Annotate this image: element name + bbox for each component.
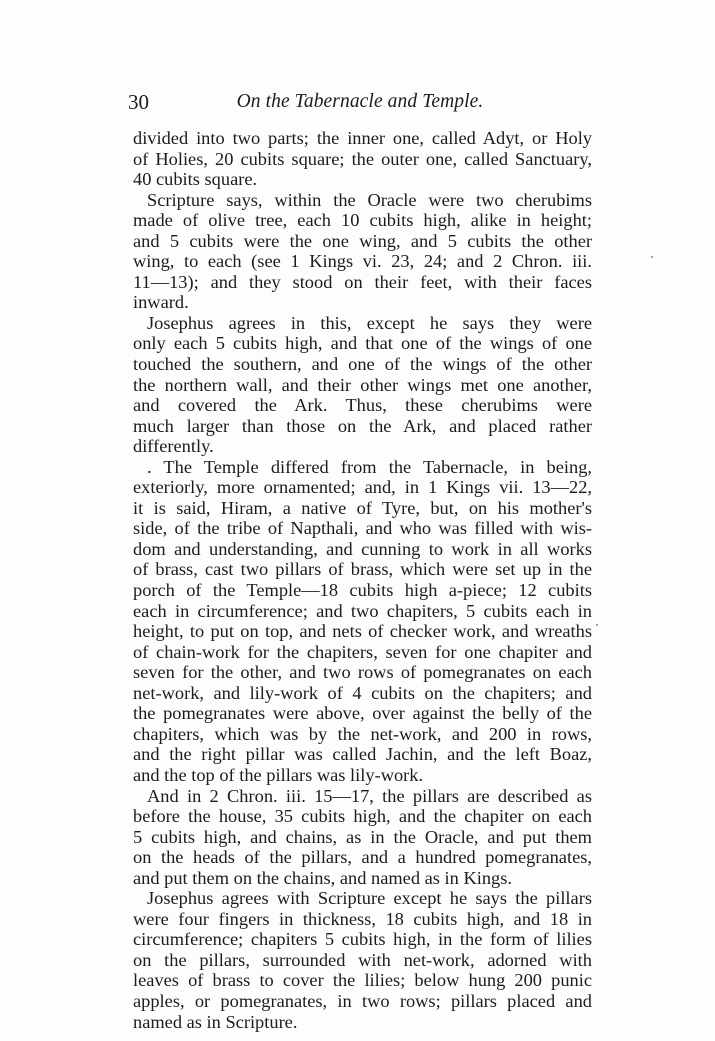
text-line: porch of the Temple—18 cubits high a-piece; 12 cubits	[133, 580, 592, 601]
text-line: the northern wall, and their other wings met one another,	[133, 374, 592, 395]
text-line: inward.	[133, 292, 189, 313]
text-line: named as in Scripture.	[133, 1011, 298, 1032]
paragraph	[133, 786, 592, 889]
text-line: seven for the other, and two rows of pomegranates on each	[133, 662, 592, 683]
text-line: . The Temple differed from the Tabernacle, in being,	[147, 456, 592, 477]
text-line: before the house, 35 cubits high, and the chapiter on each	[133, 806, 592, 827]
text-line: side, of the tribe of Napthali, and who was filled with wis-	[133, 518, 592, 539]
text-line: and covered the Ark. Thus, these cherubims were	[133, 395, 592, 416]
text-line: on the heads of the pillars, and a hundred pomegranates,	[133, 847, 592, 868]
text-line: Josephus agrees in this, except he says they were	[147, 312, 592, 333]
paragraph	[133, 190, 592, 313]
text-line: And in 2 Chron. iii. 15—17, the pillars are described as	[147, 785, 592, 806]
text-line: leaves of brass to cover the lilies; below hung 200 punic	[133, 970, 592, 991]
text-line: height, to put on top, and nets of checker work, and wreaths	[133, 621, 592, 642]
text-line: on the pillars, surrounded with net-work, adorned with	[133, 949, 592, 970]
text-line: each in circumference; and two chapiters, 5 cubits each in	[133, 600, 592, 621]
text-line: and put them on the chains, and named as in Kings.	[133, 867, 512, 888]
paragraph	[133, 128, 592, 190]
text-line: chapiters, which was by the net-work, and 200 in rows,	[133, 723, 592, 744]
text-line: apples, or pomegranates, in two rows; pillars placed and	[133, 990, 592, 1011]
page-header	[128, 90, 592, 120]
text-line: only each 5 cubits high, and that one of the wings of one	[133, 333, 592, 354]
text-line: 5 cubits high, and chains, as in the Oracle, and put them	[133, 826, 592, 847]
text-line: divided into two parts; the inner one, called Adyt, or Holy	[133, 128, 592, 148]
text-line: 11—13); and they stood on their feet, with their faces	[133, 271, 592, 292]
paragraph	[133, 888, 592, 1032]
text-line: 40 cubits square.	[133, 169, 258, 190]
paragraph	[133, 313, 592, 457]
text-line: Scripture says, within the Oracle were two cherubims	[147, 189, 592, 210]
stray-mark	[651, 256, 653, 258]
text-line: much larger than those on the Ark, and placed rather	[133, 415, 592, 436]
body-text	[133, 128, 592, 1032]
text-line: exteriorly, more ornamented; and, in 1 Kings vii. 13—22,	[133, 477, 592, 498]
page-number: 30	[128, 90, 149, 114]
text-line: wing, to each (see 1 Kings vi. 23, 24; and 2 Chron. iii.	[133, 251, 592, 272]
text-line: of Holies, 20 cubits square; the outer one, called Sanctuary,	[133, 148, 592, 169]
text-line: it is said, Hiram, a native of Tyre, but, on his mother's	[133, 497, 592, 518]
text-line: Josephus agrees with Scripture except he says the pillars	[147, 888, 592, 909]
text-line: and 5 cubits were the one wing, and 5 cubits the other	[133, 230, 592, 251]
text-line: of brass, cast two pillars of brass, which were set up in the	[133, 559, 592, 580]
paragraph	[133, 457, 592, 786]
text-line: dom and understanding, and cunning to work in all works	[133, 538, 592, 559]
text-line: the pomegranates were above, over against the belly of the	[133, 703, 592, 724]
text-line: circumference; chapiters 5 cubits high, in the form of lilies	[133, 929, 592, 950]
running-title: On the Tabernacle and Temple.	[236, 91, 484, 112]
text-line: differently.	[133, 436, 214, 457]
text-line: made of olive tree, each 10 cubits high, alike in height;	[133, 210, 592, 231]
text-line: and the top of the pillars was lily-work.	[133, 764, 424, 785]
text-line: net-work, and lily-work of 4 cubits on the chapiters; and	[133, 682, 592, 703]
text-line: and the right pillar was called Jachin, and the left Boaz,	[133, 744, 592, 765]
stray-mark	[596, 624, 598, 626]
text-line: touched the southern, and one of the wings of the other	[133, 354, 592, 375]
text-line: were four fingers in thickness, 18 cubits high, and 18 in	[133, 908, 592, 929]
text-line: of chain-work for the chapiters, seven for one chapiter and	[133, 641, 592, 662]
